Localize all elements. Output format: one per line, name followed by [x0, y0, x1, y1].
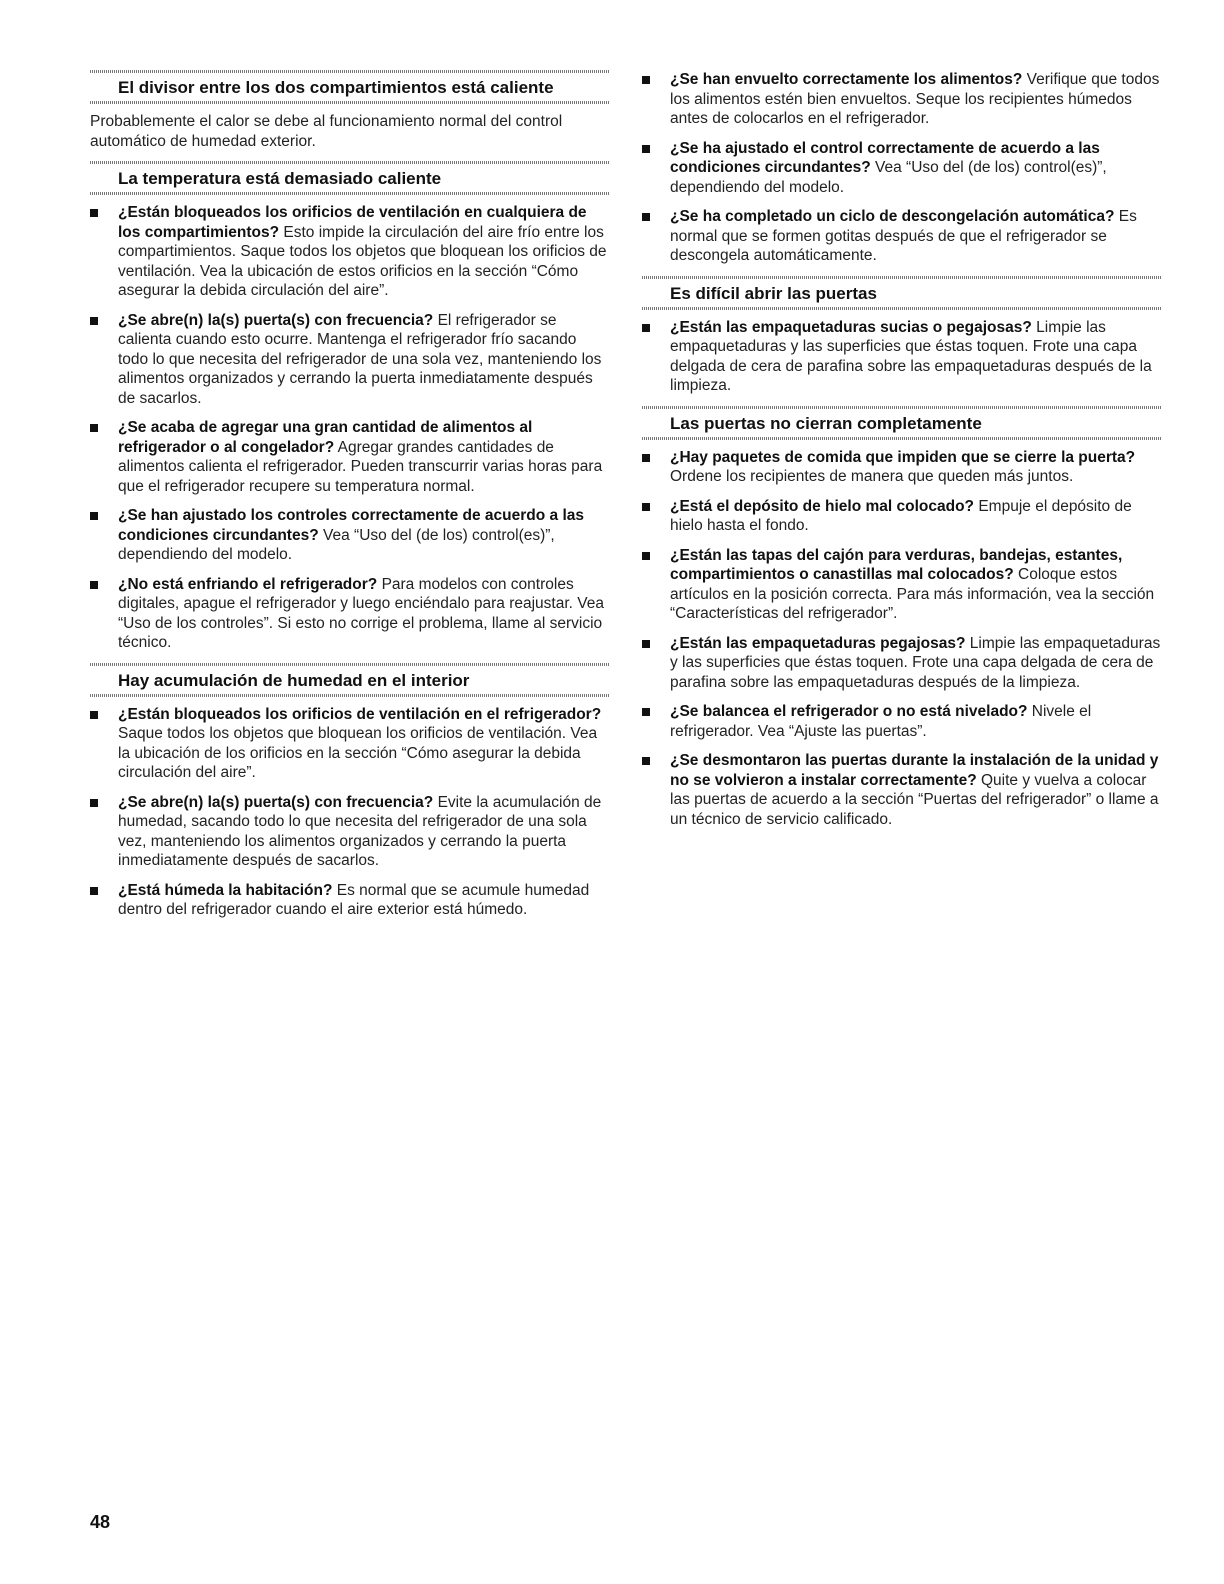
bullet-square-icon — [642, 552, 650, 560]
left-column — [90, 70, 610, 930]
bullet-square-icon — [90, 317, 98, 325]
bullet-square-icon — [90, 887, 98, 895]
bullet-square-icon — [642, 145, 650, 153]
list-item: ¿Se han envuelto correctamente los alimentos? Verifique que todos los alimentos estén bien envueltos. Seque los recipientes húmedos antes de colocarlos en el refrigerador. — [642, 70, 1162, 129]
section-heading: Hay acumulación de humedad en el interior — [90, 663, 610, 697]
list-item: ¿Están bloqueados los orificios de ventilación en cualquiera de los compartimientos? Esto impide la circulación del aire frío entre los compartimientos. Saque todos los objetos que bloquean los orificios de ventilación. Vea la ubicación de estos orificios en la sección “Cómo asegurar la debida circulación del aire”. — [90, 203, 610, 301]
list-item: ¿Se acaba de agregar una gran cantidad de alimentos al refrigerador o al congelador? Agregar grandes cantidades de alimentos calienta el refrigerador. Pueden transcurrir varias horas para que el refrigerador recupere su temperatura normal. — [90, 418, 610, 496]
bullet-square-icon — [642, 213, 650, 221]
bullet-square-icon — [90, 424, 98, 432]
list-item: ¿Están las empaquetaduras pegajosas? Limpie las empaquetaduras y las superficies que éstas toquen. Frote una capa delgada de cera de parafina sobre las empaquetaduras después de la limpieza. — [642, 634, 1162, 693]
list-item: ¿Están las empaquetaduras sucias o pegajosas? Limpie las empaquetaduras y las superficies que éstas toquen. Frote una capa delgada de cera de parafina sobre las empaquetaduras después de la limpieza. — [642, 318, 1162, 396]
list-item: ¿Están las tapas del cajón para verduras, bandejas, estantes, compartimientos o canastillas mal colocados? Coloque estos artículos en la posición correcta. Para más información, vea la sección “Características del refrigerador”. — [642, 546, 1162, 624]
list-item: ¿Están bloqueados los orificios de ventilación en el refrigerador? Saque todos los objetos que bloquean los orificios de ventilación. Vea la ubicación de los orificios en la sección “Cómo asegurar la debida circulación del aire”. — [90, 705, 610, 783]
list-item: ¿Se abre(n) la(s) puerta(s) con frecuencia? El refrigerador se calienta cuando esto ocurre. Mantenga el refrigerador frío sacando todo lo que necesita del refrigerador de una sola vez, manteniendo los alimentos organizados y cerrando la puerta inmediatamente después de sacarlos. — [90, 311, 610, 409]
section-heading: La temperatura está demasiado caliente — [90, 161, 610, 195]
bullet-square-icon — [90, 711, 98, 719]
section-too-warm — [90, 161, 610, 653]
section-doors-not-closing — [642, 406, 1162, 830]
list-item: ¿Está el depósito de hielo mal colocado? Empuje el depósito de hielo hasta el fondo. — [642, 497, 1162, 536]
list-item: ¿Se abre(n) la(s) puerta(s) con frecuencia? Evite la acumulación de humedad, sacando todo lo que necesita del refrigerador de una sola vez, manteniendo los alimentos organizados y cerrando la puerta inmediatamente después de sacarlos. — [90, 793, 610, 871]
bullet-square-icon — [642, 76, 650, 84]
section-moisture — [90, 663, 610, 920]
section-heading: Es difícil abrir las puertas — [642, 276, 1162, 310]
bullet-square-icon — [90, 209, 98, 217]
bullet-square-icon — [642, 757, 650, 765]
bullet-square-icon — [642, 708, 650, 716]
list-item: ¿No está enfriando el refrigerador? Para modelos con controles digitales, apague el refrigerador y luego enciéndalo para reajustar. Vea “Uso de los controles”. Si esto no corrige el problema, llame al servicio técnico. — [90, 575, 610, 653]
bullet-square-icon — [642, 640, 650, 648]
bullet-square-icon — [90, 799, 98, 807]
page-number: 48 — [90, 1512, 111, 1532]
bullet-square-icon — [90, 581, 98, 589]
list-item: ¿Se ha completado un ciclo de descongelación automática? Es normal que se formen gotitas después de que el refrigerador se descongela automáticamente. — [642, 207, 1162, 266]
list-item: ¿Se balancea el refrigerador o no está nivelado? Nivele el refrigerador. Vea “Ajuste las puertas”. — [642, 702, 1162, 741]
list-item: ¿Se ha ajustado el control correctamente de acuerdo a las condiciones circundantes? Vea “Uso del (de los) control(es)”, dependiendo del modelo. — [642, 139, 1162, 198]
bullet-square-icon — [642, 454, 650, 462]
list-item: ¿Se desmontaron las puertas durante la instalación de la unidad y no se volvieron a instalar correctamente? Quite y vuelva a colocar las puertas de acuerdo a la sección “Puertas del refrigerador” o llame a un técnico de servicio calificado. — [642, 751, 1162, 829]
list-item: ¿Se han ajustado los controles correctamente de acuerdo a las condiciones circundantes? Vea “Uso del (de los) control(es)”, dependiendo del modelo. — [90, 506, 610, 565]
section-heading: Las puertas no cierran completamente — [642, 406, 1162, 440]
bullet-square-icon — [90, 512, 98, 520]
bullet-square-icon — [642, 503, 650, 511]
continued-list — [642, 70, 1162, 266]
section-divider-hot — [90, 70, 610, 151]
bullet-square-icon — [642, 324, 650, 332]
section-hard-to-open — [642, 276, 1162, 396]
section-text: Probablemente el calor se debe al funcionamiento normal del control automático de humedad exterior. — [90, 113, 563, 150]
list-item: ¿Hay paquetes de comida que impiden que se cierre la puerta? Ordene los recipientes de manera que queden más juntos. — [642, 448, 1162, 487]
section-heading: El divisor entre los dos compartimientos está caliente — [90, 70, 610, 104]
list-item: ¿Está húmeda la habitación? Es normal que se acumule humedad dentro del refrigerador cuando el aire exterior está húmedo. — [90, 881, 610, 920]
right-column — [642, 70, 1162, 839]
